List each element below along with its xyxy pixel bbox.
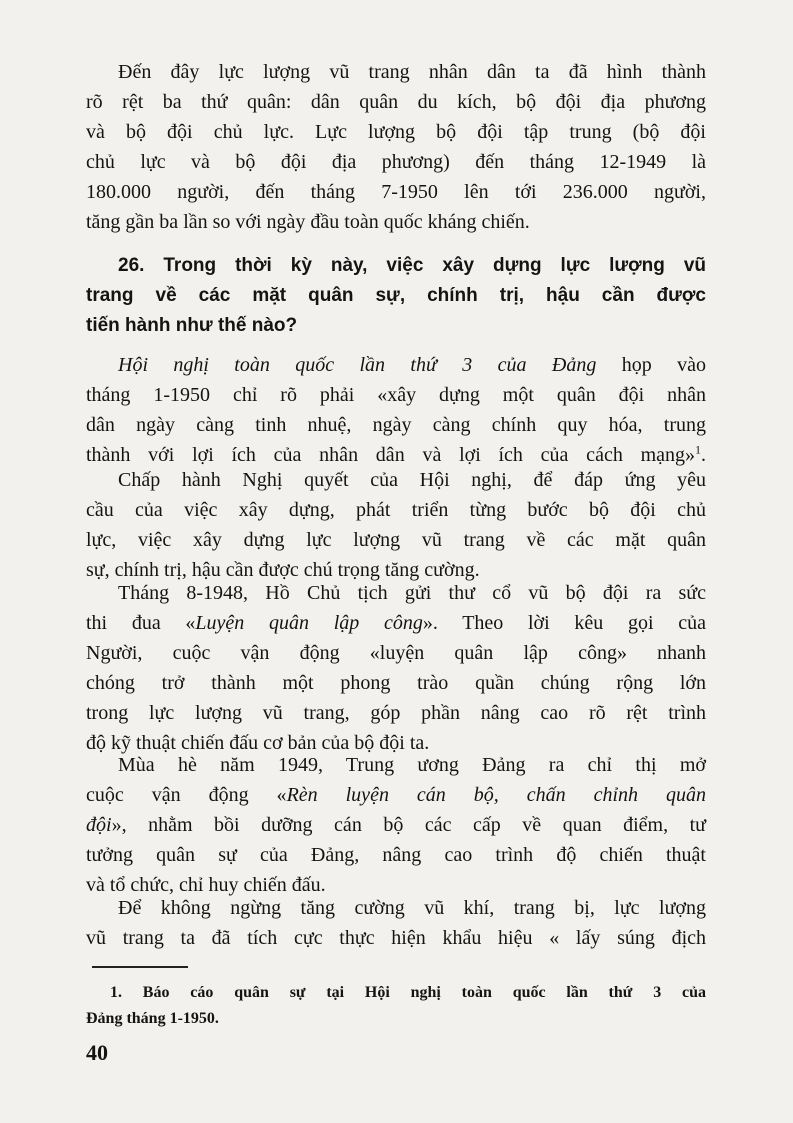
- paragraph-conference: [86, 350, 706, 470]
- italic-title: Hội nghị toàn quốc lần thứ 3 của Đảng: [118, 354, 597, 376]
- question-heading: [86, 251, 706, 341]
- text-line: Đảng tháng 1-1950.: [86, 1010, 219, 1027]
- text-line: cuộc vận động «Rèn luyện cán bộ, chấn chỉnh quân: [86, 784, 706, 806]
- text-line: vũ trang ta đã tích cực thực hiện khẩu hiệu « lấy súng địch: [86, 927, 706, 949]
- text-line: và tổ chức, chỉ huy chiến đấu.: [86, 874, 326, 896]
- text-line: Để không ngừng tăng cường vũ khí, trang bị, lực lượng: [118, 897, 706, 919]
- italic-slogan: Rèn luyện cán bộ, chấn chỉnh quân: [286, 784, 706, 806]
- italic-slogan: đội: [86, 814, 112, 836]
- paragraph-training: [86, 750, 706, 900]
- text-line: đội», nhằm bồi dưỡng cán bộ các cấp về quan điểm, tư: [86, 814, 706, 836]
- text-line: 1. Báo cáo quân sự tại Hội nghị toàn quốc lần thứ 3 của: [110, 984, 706, 1001]
- text-line: Người, cuộc vận động «luyện quân lập công» nhanh: [86, 642, 706, 664]
- text-line: Hội nghị toàn quốc lần thứ 3 của Đảng họp vào: [118, 354, 706, 376]
- page-number: 40: [86, 1040, 108, 1065]
- text-line: Tháng 8-1948, Hồ Chủ tịch gửi thư cổ vũ bộ đội ra sức: [118, 582, 706, 604]
- paragraph-resolution: [86, 465, 706, 585]
- text-line: thành với lợi ích của nhân dân và lợi ích của cách mạng»$^1$.: [86, 442, 706, 466]
- text-line: rõ rệt ba thứ quân: dân quân du kích, bộ đội địa phương: [86, 91, 706, 113]
- text-line: và bộ đội chủ lực. Lực lượng bộ đội tập trung (bộ đội: [86, 121, 706, 143]
- text-line: tháng 1-1950 chỉ rõ phải «xây dựng một quân đội nhân: [86, 384, 706, 406]
- text-line: trong lực lượng vũ trang, góp phần nâng cao rõ rệt trình: [86, 702, 706, 724]
- italic-slogan: Luyện quân lập công: [195, 612, 423, 634]
- text-line: Đến đây lực lượng vũ trang nhân dân ta đã hình thành: [118, 61, 706, 83]
- text-line: Chấp hành Nghị quyết của Hội nghị, để đáp ứng yêu: [118, 469, 706, 491]
- paragraph-weapons: [86, 893, 706, 953]
- footnote-ref: 1: [695, 442, 701, 457]
- text-line: 180.000 người, đến tháng 7-1950 lên tới 236.000 người,: [86, 181, 706, 203]
- footnote-divider: [92, 966, 188, 968]
- text-line: thi đua «Luyện quân lập công». Theo lời kêu gọi của: [86, 612, 706, 634]
- text-line: tăng gần ba lần so với ngày đầu toàn quốc kháng chiến.: [86, 211, 530, 233]
- text-line: chủ lực và bộ đội địa phương) đến tháng 12-1949 là: [86, 151, 706, 173]
- footnote: [86, 980, 706, 1032]
- paragraph-forces-summary: [86, 57, 706, 237]
- text-line: chóng trở thành một phong trào quần chúng rộng lớn: [86, 672, 706, 694]
- text-line: tưởng quân sự của Đảng, nâng cao trình độ chiến thuật: [86, 844, 706, 866]
- text-line: dân ngày càng tinh nhuệ, ngày càng chính quy hóa, trung: [86, 414, 706, 436]
- text-line: Mùa hè năm 1949, Trung ương Đảng ra chỉ thị mở: [118, 754, 706, 776]
- text-line: độ kỹ thuật chiến đấu cơ bản của bộ đội ta.: [86, 732, 430, 754]
- paragraph-emulation: [86, 578, 706, 758]
- text-line: lực, việc xây dựng lực lượng vũ trang về các mặt quân: [86, 529, 706, 551]
- text-line: sự, chính trị, hậu cần được chú trọng tăng cường.: [86, 559, 480, 581]
- text-line: cầu của việc xây dựng, phát triển từng bước bộ đội chủ: [86, 499, 706, 521]
- text-line: tiến hành như thế nào?: [86, 315, 298, 336]
- text-line: 26. Trong thời kỳ này, việc xây dựng lực lượng vũ: [118, 255, 706, 276]
- text-line: trang về các mặt quân sự, chính trị, hậu cần được: [86, 285, 706, 306]
